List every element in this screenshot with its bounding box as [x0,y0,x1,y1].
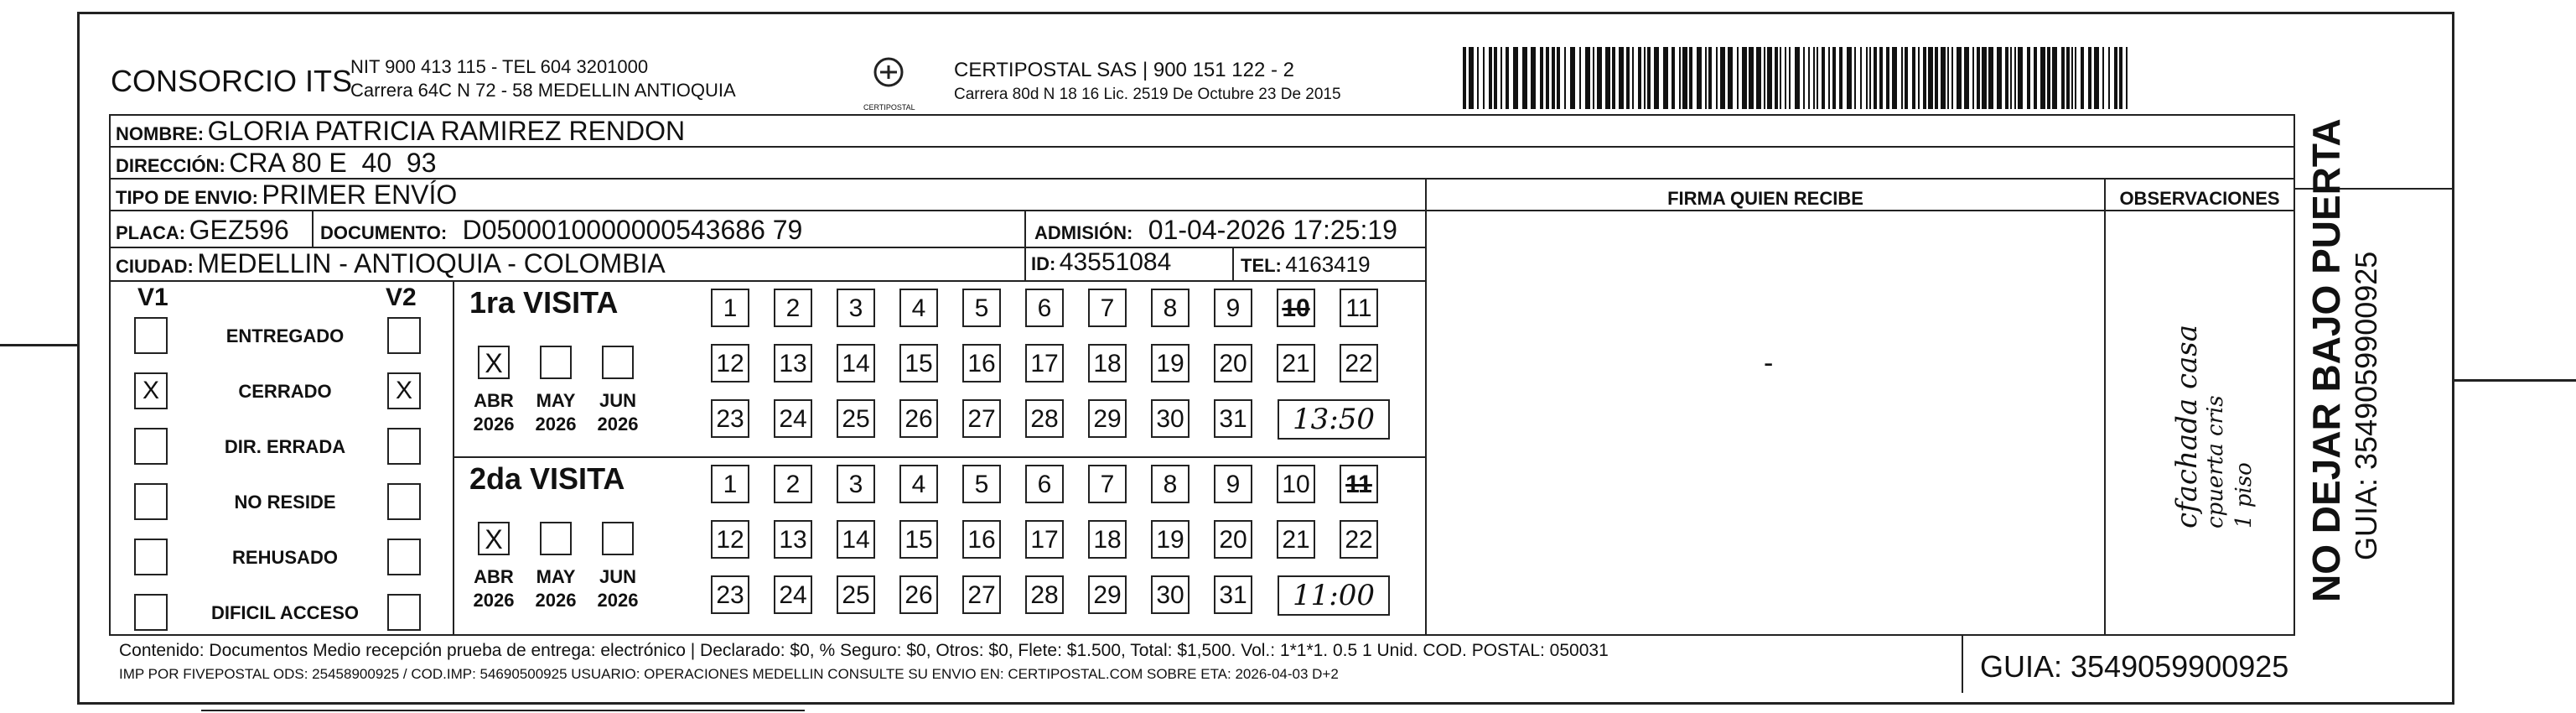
ciudad-label: CIUDAD: [116,256,194,277]
documento-label: DOCUMENTO: [320,222,448,243]
status-v1-checkbox[interactable] [134,428,168,465]
barcode-bar [2126,47,2128,109]
placa-row [116,215,289,246]
status-v2-checkbox[interactable] [387,539,421,575]
status-v2-checkbox[interactable] [387,483,421,520]
sender-address: Carrera 64C N 72 - 58 MEDELLIN ANTIOQUIA [350,80,736,101]
barcode-bar [1892,47,1897,109]
day-box[interactable]: 15 [899,520,938,559]
day-box[interactable]: 16 [962,344,1001,383]
status-label: REHUSADO [232,547,338,568]
day-box[interactable]: 22 [1340,344,1378,383]
barcode-bar [1597,47,1602,109]
barcode-bar [1813,47,1815,109]
barcode-bar [2094,47,2099,109]
admision-row [1034,215,1397,246]
barcode-bar [1513,47,1518,109]
barcode-bar [1886,47,1889,109]
barcode-bar [1951,47,1953,109]
barcode-bar [1654,47,1659,109]
day-box[interactable]: 20 [1214,344,1252,383]
barcode-bar [1506,47,1509,109]
barcode-bar [1708,47,1712,109]
day-box[interactable]: 13 [774,344,812,383]
ciudad-value: MEDELLIN - ANTIOQUIA - COLOMBIA [197,248,666,278]
barcode-bar [1689,47,1692,109]
day-box[interactable]: 14 [837,520,875,559]
barcode-bar [1795,47,1800,109]
day-box[interactable]: 12 [711,520,749,559]
barcode-bar [1540,47,1543,109]
day-box[interactable]: 30 [1151,399,1190,438]
tipo-value: PRIMER ENVÍO [262,180,458,210]
status-label: ENTREGADO [225,325,345,346]
nombre-value: GLORIA PATRICIA RAMIREZ RENDON [207,116,686,146]
status-label: DIR. ERRADA [224,436,346,457]
status-label: NO RESIDE [234,492,336,513]
barcode-bar [2018,47,2023,109]
barcode-bar [2066,47,2070,109]
barcode-bar [1477,47,1479,109]
month-checkbox[interactable]: X [478,522,510,555]
day-box[interactable]: 12 [711,344,749,383]
barcode-bar [2040,47,2045,109]
barcode-bar [1663,47,1668,109]
barcode-bar [1957,47,1962,109]
visit-title: 1ra VISITA [469,285,619,320]
barcode-bar [1901,47,1903,109]
status-label: CERRADO [238,381,332,402]
barcode-bar [1494,47,1497,109]
month-checkbox[interactable] [540,522,572,555]
barcode-bar [1789,47,1791,109]
status-v1-checkbox[interactable] [134,539,168,575]
bottom-outer-rule [201,710,805,711]
day-box[interactable]: 3 [837,465,875,503]
barcode-bar [1605,47,1610,109]
barcode [1463,47,2133,109]
barcode-bar [1585,47,1590,109]
day-box[interactable]: 27 [962,575,1001,614]
day-box[interactable]: 29 [1088,575,1127,614]
day-box[interactable]: 24 [774,399,812,438]
barcode-bar [1918,47,1920,109]
barcode-bar [1972,47,1974,109]
id-label: ID: [1031,253,1056,274]
barcode-bar [1469,47,1474,109]
day-box[interactable]: 28 [1025,399,1064,438]
obs-line-1: cfachada casa [2170,325,2204,528]
barcode-bar [2047,47,2050,109]
visit-time[interactable]: 11:00 [1278,575,1390,616]
barcode-bar [1522,47,1527,109]
day-box[interactable]: 29 [1088,399,1127,438]
barcode-bar [1847,47,1852,109]
observaciones-header: OBSERVACIONES [2119,188,2280,209]
documento-value: D0500010000000543686 79 [462,215,803,245]
day-box[interactable]: 7 [1088,465,1127,503]
certipostal-logo-icon [863,55,915,112]
day-box[interactable]: 19 [1151,344,1190,383]
carrier-line1: CERTIPOSTAL SAS | 900 151 122 - 2 [954,59,1294,81]
observations-handwritten [2170,310,2257,528]
barcode-bar [1489,47,1492,109]
day-box[interactable]: 17 [1025,344,1064,383]
day-box[interactable]: 26 [899,575,938,614]
day-box[interactable]: 1 [711,465,749,503]
status-v2-checkbox[interactable]: X [387,372,421,409]
day-box[interactable]: 17 [1025,520,1064,559]
day-box[interactable]: 9 [1214,289,1252,327]
day-box[interactable]: 26 [899,399,938,438]
barcode-bar [2010,47,2012,109]
barcode-bar [2075,47,2076,109]
day-box[interactable]: 23 [711,399,749,438]
direccion-label: DIRECCIÓN: [116,155,225,176]
nombre-label: NOMBRE: [116,123,205,144]
day-box[interactable]: 28 [1025,575,1064,614]
month-year: 2026 [473,414,515,435]
day-box[interactable]: 8 [1151,465,1190,503]
obs-line-3: 1 piso [2231,462,2257,528]
sender-nit-tel: NIT 900 413 115 - TEL 604 3201000 [350,56,649,77]
day-box[interactable]: 3 [837,289,875,327]
barcode-bar [2071,47,2073,109]
barcode-bar [2014,47,2016,109]
placa-label: PLACA: [116,222,186,243]
footer-guia: GUIA: 3549059900925 [1980,649,2289,684]
direccion-value: CRA 80 E 40 93 [229,148,437,178]
barcode-bar [1854,47,1856,109]
barcode-bar [1728,47,1733,109]
day-box[interactable]: 2 [774,289,812,327]
signature-mark: - [1764,347,1774,379]
barcode-bar [1912,47,1915,109]
barcode-bar [1737,47,1739,109]
barcode-bar [1593,47,1594,109]
barcode-bar [1749,47,1754,109]
status-v2-checkbox[interactable] [387,317,421,354]
tel-label: TEL: [1241,255,1282,276]
placa-value: GEZ596 [189,215,289,245]
day-box[interactable]: 18 [1088,344,1127,383]
barcode-bar [1775,47,1778,109]
documento-row [320,215,802,246]
barcode-bar [1767,47,1772,109]
day-box[interactable]: 19 [1151,520,1190,559]
barcode-bar [1546,47,1549,109]
day-box[interactable]: 10 [1277,465,1315,503]
barcode-bar [1997,47,2002,109]
barcode-bar [1612,47,1615,109]
barcode-bar [1557,47,1560,109]
barcode-bar [1923,47,1926,109]
status-v2-checkbox[interactable] [387,428,421,465]
right-outer-rule [2454,379,2576,382]
month-checkbox[interactable]: X [478,346,510,379]
barcode-bar [1716,47,1718,109]
day-box[interactable]: 11 [1340,465,1378,503]
barcode-bar [1860,47,1862,109]
barcode-bar [1483,47,1485,109]
barcode-bar [2061,47,2065,109]
day-box[interactable]: 7 [1088,289,1127,327]
day-box[interactable]: 13 [774,520,812,559]
barcode-bar [1803,47,1805,109]
barcode-bar [1570,47,1575,109]
month-name: JUN [599,390,636,411]
visit-time[interactable]: 13:50 [1278,399,1390,440]
day-box[interactable]: 9 [1214,465,1252,503]
barcode-bar [1866,47,1868,109]
barcode-bar [1756,47,1761,109]
barcode-bar [1785,47,1786,109]
direccion-row [116,148,437,179]
barcode-bar [2119,47,2122,109]
barcode-bar [1705,47,1707,109]
barcode-bar [1764,47,1765,109]
certipostal-logo-text: CERTIPOSTAL [863,103,915,112]
carrier-line2: Carrera 80d N 18 16 Lic. 2519 De Octubre 23 De 2015 [954,86,1341,103]
day-box[interactable]: 6 [1025,289,1064,327]
no-dejar-bajo-puerta: NO DEJAR BAJO PUERTA [2304,118,2348,602]
v1-header: V1 [137,284,168,311]
day-box[interactable]: 21 [1277,344,1315,383]
day-box[interactable]: 5 [962,289,1001,327]
barcode-bar [1839,47,1843,109]
barcode-bar [1977,47,1980,109]
status-label: DIFICIL ACCESO [210,602,359,623]
nombre-row [116,116,685,147]
day-box[interactable]: 4 [899,289,938,327]
barcode-bar [1626,47,1630,109]
status-v1-checkbox[interactable] [134,317,168,354]
barcode-bar [1647,47,1651,109]
day-box[interactable]: 25 [837,575,875,614]
day-box[interactable]: 15 [899,344,938,383]
side-guia: GUIA: 3549059900925 [2349,251,2383,560]
month-name: JUN [599,566,636,587]
status-v2-checkbox[interactable] [387,594,421,631]
barcode-bar [1579,47,1581,109]
footer-contenido: Contenido: Documentos Medio recepción prueba de entrega: electrónico | Declarado: $0, % Seguro: $0, Otros: $0, Flete: $1.500, Total: $1,500. Vol.: 1*1*1. 0.5 1 Unid. COD. POSTAL: 050031 [119,641,1609,660]
admision-label: ADMISIÓN: [1034,222,1133,243]
barcode-bar [1720,47,1725,109]
day-box[interactable]: 6 [1025,465,1064,503]
barcode-bar [1964,47,1969,109]
month-name: MAY [536,566,576,587]
month-year: 2026 [535,414,577,435]
barcode-bar [1564,47,1566,109]
day-box[interactable]: 31 [1214,399,1252,438]
id-value: 43551084 [1059,248,1172,276]
day-box[interactable]: 8 [1151,289,1190,327]
id-row [1031,248,1171,277]
barcode-bar [1947,47,1949,109]
month-year: 2026 [473,590,515,611]
barcode-bar [1780,47,1781,109]
obs-line-2: cpuerta cris [2203,395,2228,528]
barcode-bar [1874,47,1877,109]
barcode-bar [1817,47,1818,109]
barcode-bar [2114,47,2117,109]
barcode-bar [2102,47,2104,109]
status-v1-checkbox[interactable] [134,483,168,520]
footer-imp: IMP POR FIVEPOSTAL ODS: 25458900925 / COD.IMP: 54690500925 USUARIO: OPERACIONES MEDELLIN CONSULTE SU ENVIO EN: CERTIPOSTAL.COM SOBRE ETA: 2026-04-03 D+2 [119,666,1339,682]
barcode-bar [2088,47,2091,109]
tipo-label: TIPO DE ENVIO: [116,187,258,208]
barcode-bar [1632,47,1634,109]
day-box[interactable]: 25 [837,399,875,438]
barcode-bar [1552,47,1555,109]
day-box[interactable]: 1 [711,289,749,327]
barcode-bar [1879,47,1883,109]
day-box[interactable]: 18 [1088,520,1127,559]
barcode-bar [1822,47,1825,109]
month-name: ABR [474,390,514,411]
month-year: 2026 [597,414,639,435]
day-box[interactable]: 14 [837,344,875,383]
barcode-bar [1869,47,1871,109]
tel-value: 4163419 [1285,252,1371,277]
day-box[interactable]: 5 [962,465,1001,503]
barcode-bar [2052,47,2057,109]
day-box[interactable]: 10 [1277,289,1315,327]
day-box[interactable]: 16 [962,520,1001,559]
month-checkbox[interactable] [540,346,572,379]
status-v1-checkbox[interactable] [134,594,168,631]
barcode-bar [1638,47,1641,109]
day-box[interactable]: 27 [962,399,1001,438]
barcode-bar [1679,47,1681,109]
day-box[interactable]: 31 [1214,575,1252,614]
barcode-bar [1531,47,1536,109]
barcode-bar [1808,47,1810,109]
month-name: MAY [536,390,576,411]
barcode-bar [1742,47,1747,109]
day-box[interactable]: 23 [711,575,749,614]
barcode-bar [1672,47,1675,109]
barcode-bar [1828,47,1830,109]
day-box[interactable]: 24 [774,575,812,614]
ciudad-row [116,248,666,279]
firma-header: FIRMA QUIEN RECIBE [1667,188,1863,209]
day-box[interactable]: 21 [1277,520,1315,559]
day-box[interactable]: 2 [774,465,812,503]
barcode-bar [1644,47,1646,109]
v2-header: V2 [386,284,417,311]
month-year: 2026 [535,590,577,611]
barcode-bar [1941,47,1946,109]
day-box[interactable]: 22 [1340,520,1378,559]
side-warning [2304,118,2384,602]
barcode-bar [1619,47,1624,109]
left-outer-rule [0,344,77,346]
day-box[interactable]: 30 [1151,575,1190,614]
status-v1-checkbox[interactable]: X [134,372,168,409]
barcode-bar [1928,47,1933,109]
sender-company: CONSORCIO ITS [111,64,353,98]
barcode-bar [1463,47,1466,109]
barcode-bar [1935,47,1938,109]
barcode-bar [1697,47,1702,109]
day-box[interactable]: 11 [1340,289,1378,327]
barcode-bar [2027,47,2030,109]
day-box[interactable]: 20 [1214,520,1252,559]
month-year: 2026 [597,590,639,611]
tipo-row [116,180,457,211]
month-checkbox[interactable] [602,522,634,555]
barcode-bar [2005,47,2008,109]
visit-title: 2da VISITA [469,461,625,496]
day-box[interactable]: 4 [899,465,938,503]
tel-row [1241,252,1371,278]
barcode-bar [2108,47,2110,109]
barcode-bar [1501,47,1502,109]
barcode-bar [1988,47,1993,109]
barcode-bar [2081,47,2084,109]
barcode-bar [1905,47,1908,109]
barcode-bar [1682,47,1687,109]
month-checkbox[interactable] [602,346,634,379]
month-name: ABR [474,566,514,587]
barcode-bar [1832,47,1836,109]
admision-value: 01-04-2026 17:25:19 [1148,215,1397,245]
barcode-bar [1982,47,1987,109]
barcode-bar [2034,47,2037,109]
